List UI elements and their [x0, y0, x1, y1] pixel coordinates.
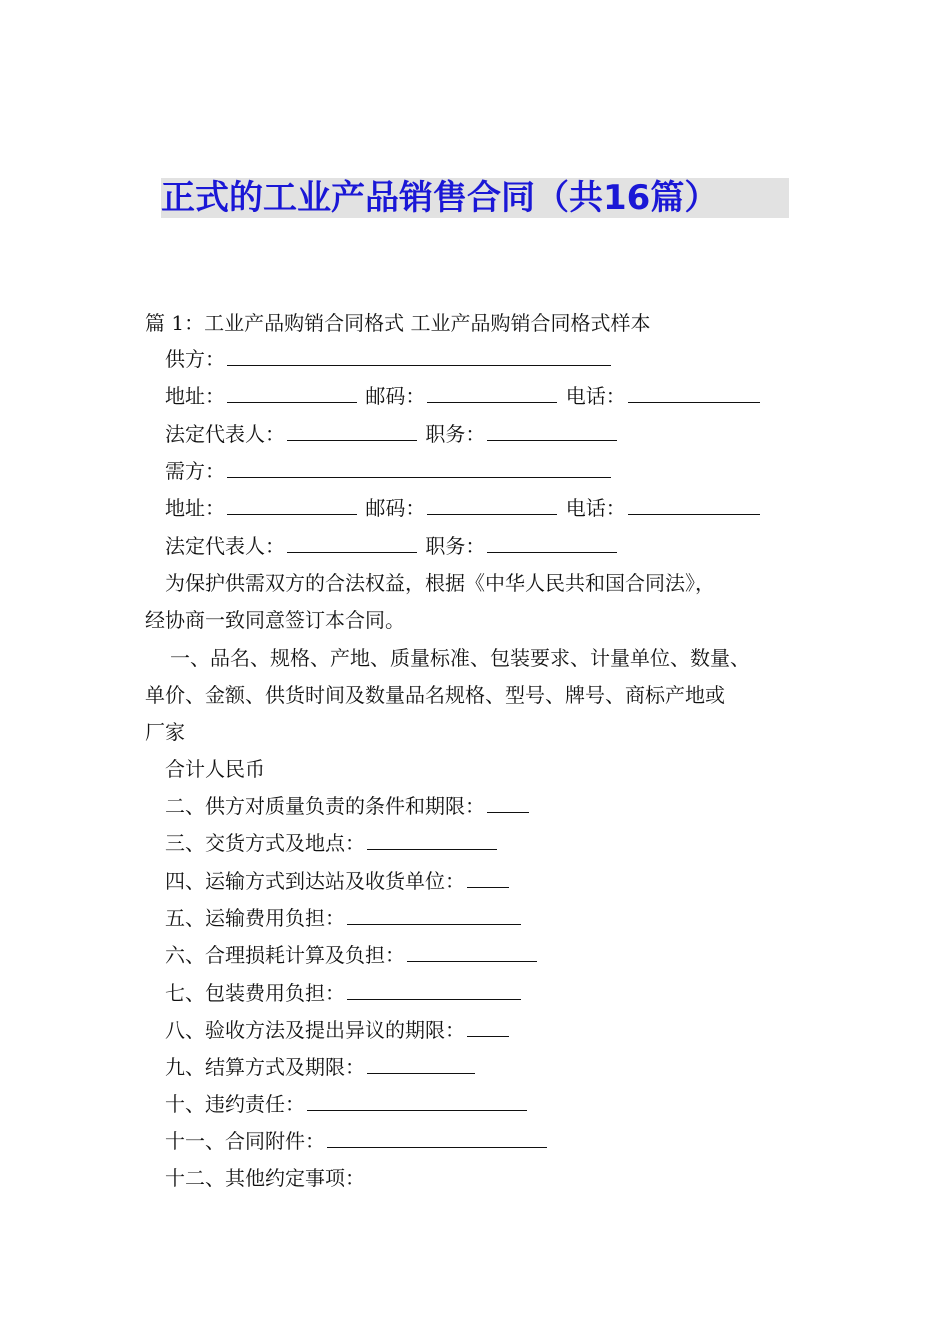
clause-10 [165, 1090, 529, 1118]
clause-2-blank[interactable] [487, 792, 529, 813]
address-blank[interactable] [227, 382, 357, 403]
position-label: 职务： [425, 534, 486, 558]
clause-6-blank[interactable] [407, 941, 537, 962]
document-title [161, 178, 789, 218]
clause-1-line-1: 一、品名、规格、产地、质量标准、包装要求、计量单位、数量、 [170, 646, 750, 670]
clause-6 [165, 941, 539, 969]
buyer-label: 需方： [165, 459, 225, 483]
clause-9-label: 九、结算方式及期限： [165, 1055, 365, 1079]
clause-11-label: 十一、合同附件： [165, 1129, 325, 1153]
clause-3-label: 三、交货方式及地点： [165, 831, 365, 855]
clause-1-line-3: 厂家 [145, 720, 185, 744]
phone-label: 电话： [565, 384, 626, 408]
clause-7 [165, 979, 523, 1007]
buyer-legal-rep-row [165, 532, 619, 560]
address-label: 地址： [165, 384, 225, 408]
clause-3 [165, 829, 499, 857]
clause-9-blank[interactable] [367, 1053, 475, 1074]
clause-8 [165, 1016, 511, 1044]
supplier-legal-rep-row [165, 420, 619, 448]
clause-5-blank[interactable] [347, 904, 521, 925]
clause-7-label: 七、包装费用负担： [165, 981, 345, 1005]
position-blank[interactable] [487, 532, 617, 553]
postcode-label: 邮码： [365, 384, 426, 408]
clause-4-blank[interactable] [467, 867, 509, 888]
legal-rep-blank[interactable] [287, 420, 417, 441]
position-blank[interactable] [487, 420, 617, 441]
phone-blank[interactable] [628, 382, 760, 403]
legal-rep-label: 法定代表人： [165, 422, 285, 446]
clause-5 [165, 904, 523, 932]
buyer-address-row [165, 494, 762, 522]
clause-2-label: 二、供方对质量负责的条件和期限： [165, 794, 485, 818]
intro-line-1: 为保护供需双方的合法权益，根据《中华人民共和国合同法》， [165, 571, 715, 595]
address-label: 地址： [165, 496, 225, 520]
supplier-blank[interactable] [227, 345, 611, 366]
clause-8-blank[interactable] [467, 1016, 509, 1037]
section-heading: 篇 1：工业产品购销合同格式 工业产品购销合同格式样本 [145, 311, 651, 335]
clause-8-label: 八、验收方法及提出异议的期限： [165, 1018, 465, 1042]
clause-11 [165, 1127, 549, 1155]
clause-4 [165, 867, 511, 895]
buyer-blank[interactable] [227, 457, 611, 478]
phone-blank[interactable] [628, 494, 760, 515]
clause-6-label: 六、合理损耗计算及负担： [165, 943, 405, 967]
clause-12: 十二、其他约定事项： [165, 1166, 365, 1190]
intro-line-2: 经协商一致同意签订本合同。 [145, 608, 405, 632]
address-blank[interactable] [227, 494, 357, 515]
supplier-label: 供方： [165, 347, 225, 371]
postcode-blank[interactable] [427, 382, 557, 403]
phone-label: 电话： [565, 496, 626, 520]
clause-9 [165, 1053, 477, 1081]
position-label: 职务： [425, 422, 486, 446]
total-rmb: 合计人民币 [165, 757, 265, 781]
clause-11-blank[interactable] [327, 1127, 547, 1148]
legal-rep-blank[interactable] [287, 532, 417, 553]
clause-5-label: 五、运输费用负担： [165, 906, 345, 930]
supplier-address-row [165, 382, 762, 410]
document-title-text: 正式的工业产品销售合同（共16篇） [161, 178, 719, 218]
clause-10-blank[interactable] [307, 1090, 527, 1111]
clause-3-blank[interactable] [367, 829, 497, 850]
clause-2 [165, 792, 531, 820]
buyer-row [165, 457, 613, 485]
clause-10-label: 十、违约责任： [165, 1092, 305, 1116]
postcode-label: 邮码： [365, 496, 426, 520]
postcode-blank[interactable] [427, 494, 557, 515]
clause-7-blank[interactable] [347, 979, 521, 1000]
clause-1-line-2: 单价、金额、供货时间及数量品名规格、型号、牌号、商标产地或 [145, 683, 725, 707]
legal-rep-label: 法定代表人： [165, 534, 285, 558]
supplier-row [165, 345, 613, 373]
clause-4-label: 四、运输方式到达站及收货单位： [165, 869, 465, 893]
